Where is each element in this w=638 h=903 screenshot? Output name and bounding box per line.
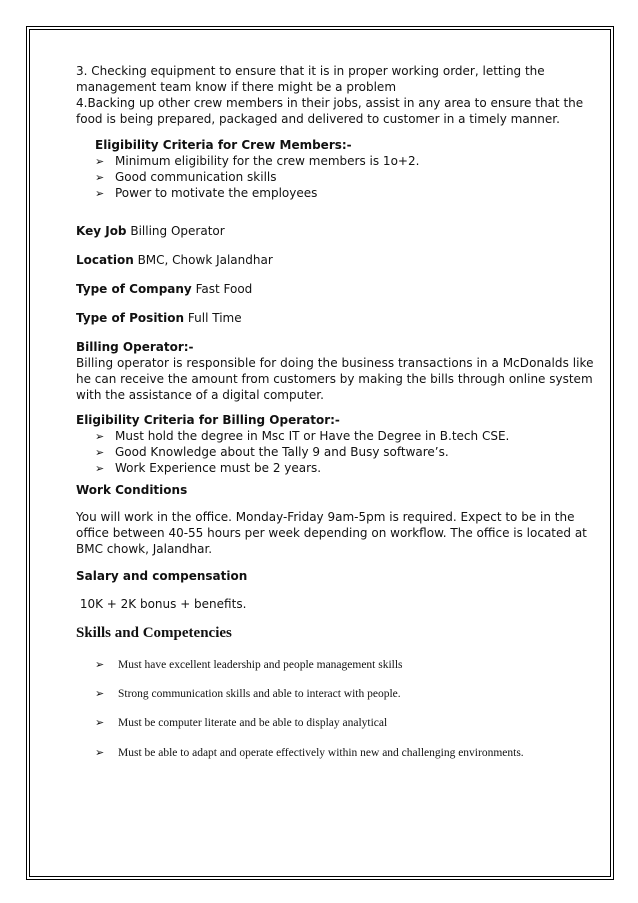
location-value: BMC, Chowk Jalandhar	[137, 253, 273, 267]
list-item	[95, 185, 318, 202]
billing-criteria-heading: Eligibility Criteria for Billing Operator:-	[76, 413, 340, 427]
list-item	[95, 746, 524, 759]
crew-criteria-item: Minimum eligibility for the crew members is 1o+2.	[115, 154, 420, 168]
crew-criteria-item: Power to motivate the employees	[115, 186, 318, 200]
arrow-bullet-icon: ➢	[95, 687, 105, 700]
location-row	[76, 252, 273, 268]
arrow-bullet-icon: ➢	[95, 658, 105, 671]
list-item	[95, 169, 277, 186]
position-value: Full Time	[187, 311, 242, 325]
salary-heading: Salary and compensation	[76, 569, 248, 583]
list-item	[95, 460, 322, 477]
arrow-bullet-icon: ➢	[95, 430, 105, 443]
work-conditions-line2: office between 40-55 hours per week depending on workflow. The office is located at	[76, 526, 587, 540]
skill-item: Must have excellent leadership and people management skills	[118, 659, 403, 671]
arrow-bullet-icon: ➢	[95, 171, 105, 184]
arrow-bullet-icon: ➢	[95, 187, 105, 200]
key-job-label: Key Job	[76, 224, 127, 238]
arrow-bullet-icon: ➢	[95, 462, 105, 475]
work-conditions-line3: BMC chowk, Jalandhar.	[76, 542, 213, 556]
intro-p4-line2: food is being prepared, packaged and delivered to customer in a timely manner.	[76, 112, 560, 126]
arrow-bullet-icon: ➢	[95, 716, 105, 729]
billing-operator-line2: he can receive the amount from customers by making the bills through online system	[76, 372, 593, 386]
company-value: Fast Food	[195, 282, 253, 296]
billing-criteria-item: Work Experience must be 2 years.	[115, 461, 322, 475]
billing-criteria-item: Must hold the degree in Msc IT or Have the Degree in B.tech CSE.	[115, 429, 510, 443]
intro-p3-line1: 3. Checking equipment to ensure that it is in proper working order, letting the	[76, 64, 545, 78]
list-item	[95, 716, 387, 729]
company-label: Type of Company	[76, 282, 192, 296]
intro-p4-line1: 4.Backing up other crew members in their jobs, assist in any area to ensure that the	[76, 96, 584, 110]
crew-criteria-item: Good communication skills	[115, 170, 277, 184]
salary-value: 10K + 2K bonus + benefits.	[76, 597, 247, 611]
key-job-value: Billing Operator	[130, 224, 225, 238]
arrow-bullet-icon: ➢	[95, 746, 105, 759]
list-item	[95, 687, 401, 700]
skill-item: Strong communication skills and able to interact with people.	[118, 688, 401, 700]
intro-p3-line2: management team know if there might be a problem	[76, 80, 397, 94]
arrow-bullet-icon: ➢	[95, 155, 105, 168]
skills-heading: Skills and Competencies	[76, 625, 232, 641]
billing-operator-line3: with the assistance of a digital computer.	[76, 388, 324, 402]
skill-item: Must be able to adapt and operate effectively within new and challenging environments.	[118, 747, 524, 759]
billing-operator-line1: Billing operator is responsible for doing the business transactions in a McDonalds like	[76, 356, 594, 370]
position-row	[76, 310, 242, 326]
list-item	[95, 444, 449, 461]
list-item	[95, 658, 403, 671]
location-label: Location	[76, 253, 134, 267]
work-conditions-heading: Work Conditions	[76, 483, 188, 497]
position-label: Type of Position	[76, 311, 185, 325]
billing-operator-heading: Billing Operator:-	[76, 340, 194, 354]
work-conditions-line1: You will work in the office. Monday-Friday 9am-5pm is required. Expect to be in the	[76, 510, 575, 524]
list-item	[95, 428, 510, 445]
skill-item: Must be computer literate and be able to display analytical	[118, 717, 388, 729]
company-row	[76, 281, 252, 297]
list-item	[95, 153, 420, 170]
key-job-row	[76, 223, 225, 239]
billing-criteria-item: Good Knowledge about the Tally 9 and Busy software’s.	[115, 445, 449, 459]
arrow-bullet-icon: ➢	[95, 446, 105, 459]
crew-criteria-heading: Eligibility Criteria for Crew Members:-	[95, 138, 352, 152]
